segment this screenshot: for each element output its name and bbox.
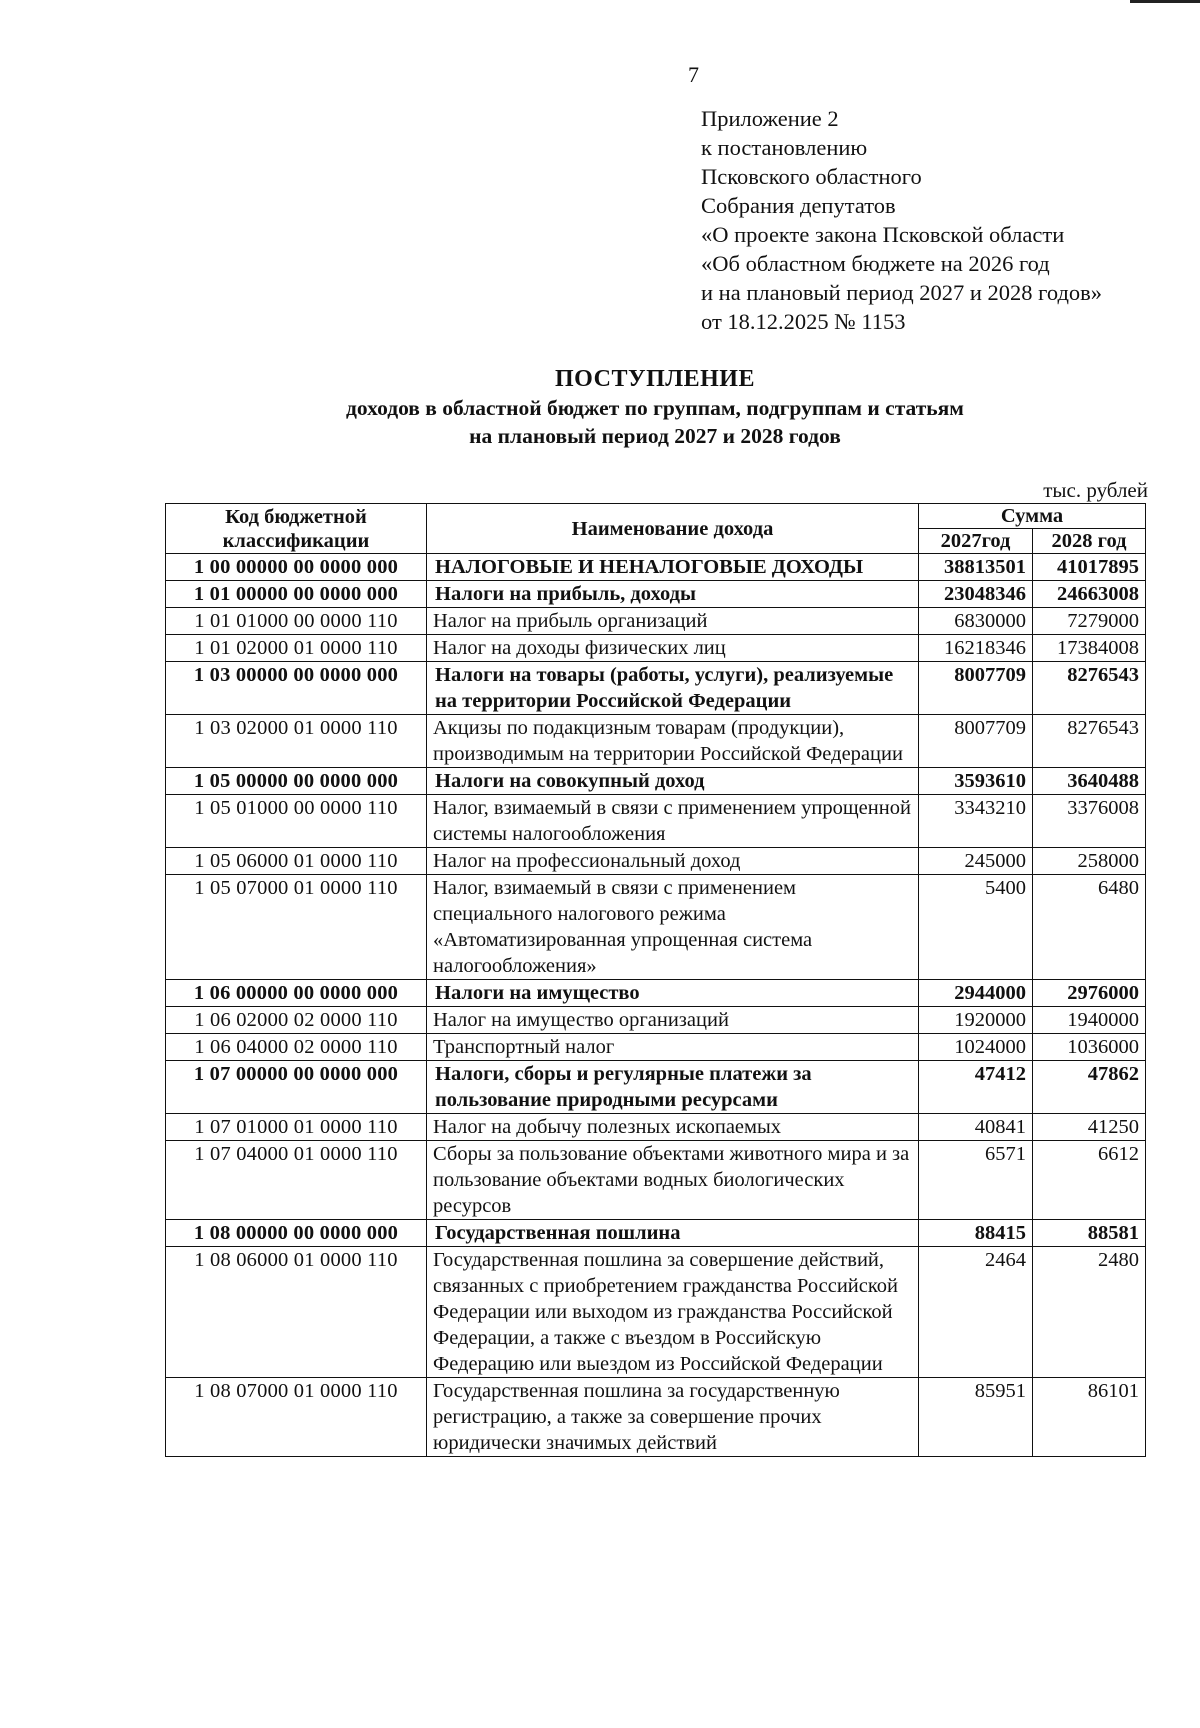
amount-2027-cell: 2944000 (919, 980, 1033, 1007)
budget-code-cell: 1 05 01000 00 0000 110 (166, 795, 427, 848)
table-row (166, 795, 1146, 848)
header-name: Наименование дохода (427, 504, 919, 554)
income-name-cell: Транспортный налог (427, 1034, 919, 1061)
amount-2027-cell: 6571 (919, 1141, 1033, 1220)
appendix-line: Приложение 2 (701, 106, 839, 131)
amount-2028-cell: 258000 (1033, 848, 1146, 875)
appendix-line: «Об областном бюджете на 2026 год (701, 251, 1050, 276)
budget-code-cell: 1 07 04000 01 0000 110 (166, 1141, 427, 1220)
amount-2027-cell: 8007709 (919, 662, 1033, 715)
income-name-cell: Налог, взимаемый в связи с применением упрощенной системы налогообложения (427, 795, 919, 848)
document-subtitle-line: доходов в областной бюджет по группам, подгруппам и статьям (346, 396, 964, 420)
income-name-cell: НАЛОГОВЫЕ И НЕНАЛОГОВЫЕ ДОХОДЫ (427, 554, 919, 581)
income-name-cell: Налоги на прибыль, доходы (427, 581, 919, 608)
document-title: ПОСТУПЛЕНИЕ (555, 366, 755, 392)
header-sum: Сумма (919, 504, 1146, 529)
amount-2028-cell: 41017895 (1033, 554, 1146, 581)
amount-2028-cell: 6480 (1033, 875, 1146, 980)
amount-2028-cell: 1036000 (1033, 1034, 1146, 1061)
document-subtitle-line: на плановый период 2027 и 2028 годов (469, 424, 841, 448)
amount-2027-cell: 40841 (919, 1114, 1033, 1141)
table-row (166, 1061, 1146, 1114)
amount-2028-cell: 24663008 (1033, 581, 1146, 608)
budget-code-cell: 1 01 00000 00 0000 000 (166, 581, 427, 608)
amount-2027-cell: 5400 (919, 875, 1033, 980)
amount-2028-cell: 2976000 (1033, 980, 1146, 1007)
amount-2028-cell: 41250 (1033, 1114, 1146, 1141)
table-row (166, 1034, 1146, 1061)
budget-code-cell: 1 08 07000 01 0000 110 (166, 1378, 427, 1457)
table-row (166, 875, 1146, 980)
amount-2028-cell: 6612 (1033, 1141, 1146, 1220)
amount-2027-cell: 38813501 (919, 554, 1033, 581)
appendix-line: «О проекте закона Псковской области (701, 222, 1065, 247)
income-name-cell: Налог на прибыль организаций (427, 608, 919, 635)
income-name-cell: Государственная пошлина (427, 1220, 919, 1247)
budget-code-cell: 1 06 00000 00 0000 000 (166, 980, 427, 1007)
amount-2027-cell: 245000 (919, 848, 1033, 875)
budget-code-cell: 1 03 00000 00 0000 000 (166, 662, 427, 715)
table-row (166, 848, 1146, 875)
table-row (166, 1247, 1146, 1378)
amount-2027-cell: 3593610 (919, 768, 1033, 795)
amount-2028-cell: 2480 (1033, 1247, 1146, 1378)
appendix-header (701, 104, 1102, 336)
budget-code-cell: 1 05 07000 01 0000 110 (166, 875, 427, 980)
page-number: 7 (688, 62, 699, 87)
table-row (166, 554, 1146, 581)
appendix-line: к постановлению (701, 135, 868, 160)
header-code: Код бюджетной классификации (166, 504, 427, 554)
income-name-cell: Налоги на совокупный доход (427, 768, 919, 795)
amount-2028-cell: 8276543 (1033, 715, 1146, 768)
header-year-2028: 2028 год (1033, 529, 1146, 554)
table-row (166, 1141, 1146, 1220)
table-row (166, 768, 1146, 795)
income-name-cell: Государственная пошлина за совершение действий, связанных с приобретением гражданства Российской Федерации или выходом из гражданства Российской Федерации, а также с въездом в Российскую Федерацию или выездом из Российской Федерации (427, 1247, 919, 1378)
budget-code-cell: 1 05 06000 01 0000 110 (166, 848, 427, 875)
amount-2027-cell: 1920000 (919, 1007, 1033, 1034)
amount-2028-cell: 8276543 (1033, 662, 1146, 715)
amount-2027-cell: 47412 (919, 1061, 1033, 1114)
amount-2027-cell: 8007709 (919, 715, 1033, 768)
income-name-cell: Налоги, сборы и регулярные платежи за пользование природными ресурсами (427, 1061, 919, 1114)
amount-2028-cell: 17384008 (1033, 635, 1146, 662)
table-row (166, 662, 1146, 715)
amount-2027-cell: 23048346 (919, 581, 1033, 608)
units-label: тыс. рублей (1043, 478, 1148, 502)
amount-2028-cell: 3640488 (1033, 768, 1146, 795)
amount-2027-cell: 6830000 (919, 608, 1033, 635)
budget-code-cell: 1 00 00000 00 0000 000 (166, 554, 427, 581)
budget-code-cell: 1 08 00000 00 0000 000 (166, 1220, 427, 1247)
amount-2028-cell: 86101 (1033, 1378, 1146, 1457)
table-row (166, 715, 1146, 768)
budget-code-cell: 1 06 04000 02 0000 110 (166, 1034, 427, 1061)
amount-2027-cell: 85951 (919, 1378, 1033, 1457)
budget-code-cell: 1 05 00000 00 0000 000 (166, 768, 427, 795)
budget-code-cell: 1 01 02000 01 0000 110 (166, 635, 427, 662)
table-row (166, 980, 1146, 1007)
table-header-row (166, 504, 1146, 529)
amount-2028-cell: 88581 (1033, 1220, 1146, 1247)
amount-2027-cell: 88415 (919, 1220, 1033, 1247)
table-row (166, 1220, 1146, 1247)
scan-edge-mark (1130, 0, 1200, 3)
income-name-cell: Налог на профессиональный доход (427, 848, 919, 875)
income-name-cell: Сборы за пользование объектами животного мира и за пользование объектами водных биологических ресурсов (427, 1141, 919, 1220)
revenue-table (165, 503, 1146, 1457)
amount-2028-cell: 3376008 (1033, 795, 1146, 848)
appendix-line: от 18.12.2025 № 1153 (701, 309, 906, 334)
appendix-line: Псковского областного (701, 164, 922, 189)
budget-code-cell: 1 01 01000 00 0000 110 (166, 608, 427, 635)
income-name-cell: Налог на доходы физических лиц (427, 635, 919, 662)
document-title-block (165, 364, 1145, 450)
amount-2027-cell: 2464 (919, 1247, 1033, 1378)
amount-2028-cell: 47862 (1033, 1061, 1146, 1114)
table-row (166, 1114, 1146, 1141)
budget-code-cell: 1 07 01000 01 0000 110 (166, 1114, 427, 1141)
budget-code-cell: 1 08 06000 01 0000 110 (166, 1247, 427, 1378)
budget-code-cell: 1 06 02000 02 0000 110 (166, 1007, 427, 1034)
table-row (166, 635, 1146, 662)
income-name-cell: Налог на имущество организаций (427, 1007, 919, 1034)
amount-2027-cell: 1024000 (919, 1034, 1033, 1061)
budget-code-cell: 1 07 00000 00 0000 000 (166, 1061, 427, 1114)
income-name-cell: Налоги на имущество (427, 980, 919, 1007)
income-name-cell: Акцизы по подакцизным товарам (продукции), производимым на территории Российской Федерации (427, 715, 919, 768)
income-name-cell: Государственная пошлина за государственную регистрацию, а также за совершение прочих юридически значимых действий (427, 1378, 919, 1457)
table-body (166, 554, 1146, 1457)
appendix-line: Собрания депутатов (701, 193, 896, 218)
table-row (166, 608, 1146, 635)
table-row (166, 1007, 1146, 1034)
amount-2027-cell: 3343210 (919, 795, 1033, 848)
header-year-2027: 2027год (919, 529, 1033, 554)
table-row (166, 1378, 1146, 1457)
income-name-cell: Налог на добычу полезных ископаемых (427, 1114, 919, 1141)
income-name-cell: Налог, взимаемый в связи с применением специального налогового режима «Автоматизированная упрощенная система налогообложения» (427, 875, 919, 980)
table-row (166, 581, 1146, 608)
amount-2027-cell: 16218346 (919, 635, 1033, 662)
appendix-line: и на плановый период 2027 и 2028 годов» (701, 280, 1103, 305)
amount-2028-cell: 1940000 (1033, 1007, 1146, 1034)
amount-2028-cell: 7279000 (1033, 608, 1146, 635)
income-name-cell: Налоги на товары (работы, услуги), реализуемые на территории Российской Федерации (427, 662, 919, 715)
budget-code-cell: 1 03 02000 01 0000 110 (166, 715, 427, 768)
